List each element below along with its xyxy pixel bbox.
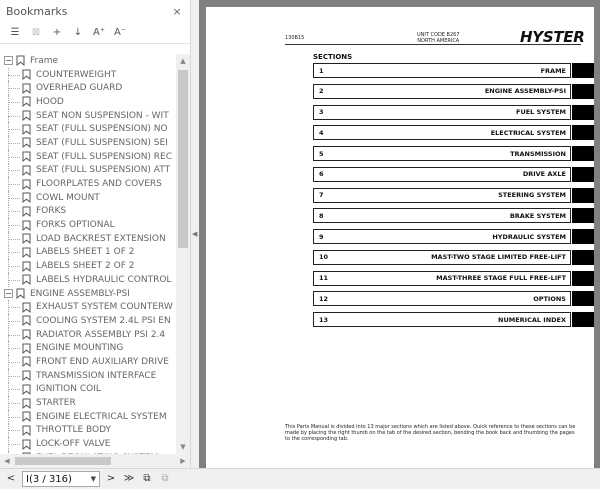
panel-splitter[interactable] <box>191 0 199 468</box>
bookmark-item[interactable] <box>0 232 176 246</box>
section-name: HYDRAULIC SYSTEM <box>492 232 566 241</box>
bookmarks-title: Bookmarks <box>6 4 68 18</box>
bookmark-icon <box>22 179 31 190</box>
bookmark-label: COUNTERWEIGHT <box>36 69 117 80</box>
bookmarks-panel <box>0 0 191 468</box>
bookmark-icon <box>22 165 31 176</box>
bookmark-icon <box>22 137 31 148</box>
collapse-panel-icon[interactable]: ◀ <box>192 230 198 238</box>
section-name: ELECTRICAL SYSTEM <box>490 128 566 137</box>
section-name: FRAME <box>540 66 566 75</box>
bookmark-item[interactable] <box>0 150 176 164</box>
bookmark-label: FORKS OPTIONAL <box>36 220 115 231</box>
unit-code-line: UNIT CODE B267 <box>417 32 460 38</box>
section-number: 10 <box>319 253 329 262</box>
section-thumb-tab <box>572 229 594 244</box>
close-icon[interactable]: × <box>172 4 182 18</box>
bookmark-icon <box>22 124 31 135</box>
bookmark-tree <box>0 54 176 454</box>
copy-disabled-icon: ⧉ <box>161 473 169 484</box>
section-thumb-tab <box>572 146 594 161</box>
next-page-button[interactable]: > <box>106 473 116 484</box>
bookmark-label: COWL MOUNT <box>36 192 100 203</box>
bookmark-item[interactable] <box>0 300 176 314</box>
bookmark-icon <box>22 151 31 162</box>
section-thumb-tab <box>572 84 594 99</box>
status-bar <box>0 468 600 489</box>
bookmarks-horizontal-scrollbar[interactable] <box>0 454 190 468</box>
footnote: This Parts Manual is divided into 13 major sections which are listed above. Quick reference to these sections can be made by placing the right thumb on the tab of the desired section, bending the book back and thumbing the pages to the corresponding tab. <box>285 424 576 443</box>
section-name: OPTIONS <box>533 294 566 303</box>
scrollbar-thumb[interactable] <box>178 70 188 248</box>
section-row[interactable] <box>313 146 571 161</box>
section-name: DRIVE AXLE <box>522 170 566 179</box>
increase-text-size-icon[interactable]: A⁺ <box>92 27 106 38</box>
bookmark-label: SEAT (FULL SUSPENSION) REC <box>36 151 173 162</box>
hyster-logo: HYSTER <box>520 28 585 46</box>
bookmark-icon <box>22 329 31 340</box>
bookmark-item[interactable] <box>0 191 176 205</box>
section-name: BRAKE SYSTEM <box>509 211 566 220</box>
bookmark-label: LABELS SHEET 2 OF 2 <box>36 261 135 272</box>
section-number: 12 <box>319 294 329 303</box>
bookmark-label: FORKS <box>36 206 67 217</box>
section-name: NUMERICAL INDEX <box>498 315 566 324</box>
bookmark-label: SEAT (FULL SUSPENSION) NO <box>36 124 168 135</box>
bookmark-item[interactable] <box>0 218 176 232</box>
delete-bookmark-icon[interactable]: ⊠ <box>31 27 41 38</box>
bookmark-item[interactable] <box>0 383 176 397</box>
section-number: 2 <box>319 87 324 96</box>
section-thumb-tab <box>572 167 594 182</box>
bookmark-item[interactable] <box>0 81 176 95</box>
add-bookmark-icon[interactable]: + <box>52 27 62 38</box>
bookmark-item[interactable] <box>0 259 176 273</box>
bookmark-group[interactable] <box>0 54 176 68</box>
unit-code <box>417 32 460 44</box>
bookmark-item[interactable] <box>0 410 176 424</box>
bookmark-item[interactable] <box>0 95 176 109</box>
bookmarks-vertical-scrollbar[interactable] <box>176 54 190 454</box>
section-number: 4 <box>319 128 324 137</box>
section-thumb-tab <box>572 312 594 327</box>
section-thumb-tab <box>572 105 594 120</box>
bookmark-label: FLOORPLATES AND COVERS <box>36 179 162 190</box>
bookmark-label: SEAT NON SUSPENSION - WIT <box>36 110 169 121</box>
scroll-down-icon[interactable]: ▼ <box>180 443 186 451</box>
bookmark-label: RADIATOR ASSEMBLY PSI 2.4 <box>36 329 166 340</box>
bookmark-item[interactable] <box>0 396 176 410</box>
section-row[interactable] <box>313 229 571 244</box>
bookmark-item[interactable] <box>0 341 176 355</box>
collapse-toggle-icon[interactable]: − <box>5 289 12 299</box>
bookmark-item[interactable] <box>0 246 176 260</box>
section-thumb-tab <box>572 125 594 140</box>
bookmark-item[interactable] <box>0 355 176 369</box>
section-name: STEERING SYSTEM <box>498 191 566 199</box>
bookmark-label: LABELS HYDRAULIC CONTROL <box>36 274 172 285</box>
bookmark-icon <box>22 315 31 326</box>
section-row[interactable] <box>313 208 571 223</box>
region-line: NORTH AMERICA <box>417 38 460 44</box>
bookmark-icon <box>22 233 31 244</box>
section-row[interactable] <box>313 312 571 327</box>
bookmark-label: Frame <box>30 55 59 66</box>
bookmark-icon <box>22 356 31 367</box>
bookmark-icon <box>22 261 31 272</box>
bookmark-item[interactable] <box>0 109 176 123</box>
bookmark-label: IGNITION COIL <box>36 384 101 395</box>
bookmark-item[interactable] <box>0 122 176 136</box>
section-number: 8 <box>319 211 324 220</box>
bookmark-item[interactable] <box>0 136 176 150</box>
pdf-page <box>206 7 594 468</box>
previous-page-button[interactable]: < <box>6 473 16 484</box>
bookmark-icon <box>22 302 31 313</box>
page-indicator: I(3 / 316) <box>26 473 72 485</box>
section-row[interactable] <box>313 271 571 286</box>
bookmark-label: SEAT (FULL SUSPENSION) ATT <box>36 165 171 176</box>
bookmark-label: SEAT (FULL SUSPENSION) SEI <box>36 137 168 148</box>
section-number: 11 <box>319 274 329 282</box>
document-view[interactable] <box>199 0 600 468</box>
section-thumb-tab <box>572 208 594 223</box>
bookmark-label: ENGINE ASSEMBLY-PSI <box>30 288 130 299</box>
sections-title: SECTIONS <box>313 53 353 61</box>
bookmark-label: HOOD <box>36 96 64 107</box>
bookmarks-toolbar <box>0 22 190 44</box>
bookmark-item[interactable] <box>0 68 176 82</box>
section-thumb-tab <box>572 188 594 203</box>
collapse-toggle-icon[interactable]: − <box>5 56 12 66</box>
bookmark-icon <box>22 69 31 80</box>
section-name: FUEL SYSTEM <box>516 108 566 116</box>
bookmark-icon <box>16 55 25 66</box>
bookmark-label: LABELS SHEET 1 OF 2 <box>36 247 135 258</box>
bookmark-item[interactable] <box>0 177 176 191</box>
scroll-up-icon[interactable]: ▲ <box>180 57 186 65</box>
bookmark-item[interactable] <box>0 205 176 219</box>
section-number: 3 <box>319 108 324 116</box>
bookmark-label: OVERHEAD GUARD <box>36 83 123 94</box>
bookmark-item[interactable] <box>0 314 176 328</box>
section-row[interactable] <box>313 188 571 203</box>
section-row[interactable] <box>313 125 571 140</box>
bookmark-icon <box>22 384 31 395</box>
bookmark-icon <box>22 370 31 381</box>
header-rule <box>285 44 581 45</box>
bookmark-item[interactable] <box>0 369 176 383</box>
section-number: 6 <box>319 170 324 179</box>
section-thumb-tab <box>572 250 594 265</box>
section-number: 7 <box>319 191 324 199</box>
bookmark-label: THROTTLE BODY <box>36 425 112 436</box>
bookmark-icon <box>22 206 31 217</box>
page-number-field[interactable] <box>22 471 100 487</box>
bookmark-label: COOLING SYSTEM 2.4L PSI EN <box>36 315 171 326</box>
section-row[interactable] <box>313 105 571 120</box>
section-thumb-tab <box>572 291 594 306</box>
bookmark-item[interactable] <box>0 273 176 287</box>
bookmark-label: TRANSMISSION INTERFACE <box>36 370 157 381</box>
bookmark-item[interactable] <box>0 164 176 178</box>
bookmark-options-icon[interactable]: ☰ <box>10 27 20 38</box>
section-number: 5 <box>319 149 324 158</box>
copy-page-icon[interactable]: ⧉ <box>143 473 151 484</box>
section-row[interactable] <box>313 291 571 306</box>
section-row[interactable] <box>313 167 571 182</box>
bookmark-item[interactable] <box>0 437 176 451</box>
section-row[interactable] <box>313 84 571 99</box>
bookmark-icon <box>22 110 31 121</box>
bookmark-icon <box>22 192 31 203</box>
scroll-right-icon[interactable]: ▶ <box>180 457 186 465</box>
bookmark-icon <box>22 425 31 436</box>
section-thumb-tab <box>572 271 594 286</box>
bookmark-icon <box>22 343 31 354</box>
bookmark-icon <box>22 439 31 450</box>
bookmarks-header <box>0 0 190 22</box>
bookmark-label: LOAD BACKREST EXTENSION <box>36 233 166 244</box>
section-name: ENGINE ASSEMBLY-PSI <box>484 87 566 96</box>
section-number: 1 <box>319 66 324 75</box>
section-thumb-tab <box>572 63 594 78</box>
section-name: MAST-TWO STAGE LIMITED FREE-LIFT <box>431 253 566 262</box>
section-row[interactable] <box>313 250 571 265</box>
scroll-left-icon[interactable]: ◀ <box>4 457 10 465</box>
bookmark-item[interactable] <box>0 424 176 438</box>
section-number: 9 <box>319 232 324 241</box>
chevron-down-icon[interactable]: ▼ <box>90 475 96 483</box>
page-code: 130B15 <box>285 35 305 41</box>
section-name: TRANSMISSION <box>510 149 566 158</box>
bookmark-label: LOCK-OFF VALVE <box>36 439 111 450</box>
horizontal-scrollbar-thumb[interactable] <box>15 457 111 465</box>
bookmark-label: ENGINE ELECTRICAL SYSTEM <box>36 411 167 422</box>
last-page-button[interactable]: ≫ <box>123 473 135 484</box>
bookmark-label: EXHAUST SYSTEM COUNTERW <box>36 302 173 313</box>
page-indicator-value: 3 / 316 <box>32 473 69 485</box>
section-name: MAST-THREE STAGE FULL FREE-LIFT <box>436 274 566 282</box>
bookmark-icon <box>22 83 31 94</box>
bookmark-label: FRONT END AUXILIARY DRIVE <box>36 356 169 367</box>
bookmark-icon <box>16 288 25 299</box>
section-number: 13 <box>319 315 329 324</box>
decrease-text-size-icon[interactable]: A⁻ <box>113 27 127 38</box>
bookmark-icon <box>22 274 31 285</box>
bookmark-label: STARTER <box>36 398 76 409</box>
bookmark-icon <box>22 411 31 422</box>
expand-bookmark-icon[interactable]: ↓ <box>73 27 83 38</box>
bookmark-icon <box>22 220 31 231</box>
bookmark-icon <box>22 398 31 409</box>
bookmark-label: ENGINE MOUNTING <box>36 343 124 354</box>
bookmark-icon <box>22 247 31 258</box>
bookmark-icon <box>22 96 31 107</box>
bookmark-item[interactable] <box>0 328 176 342</box>
section-row[interactable] <box>313 63 571 78</box>
bookmark-group[interactable] <box>0 287 176 301</box>
